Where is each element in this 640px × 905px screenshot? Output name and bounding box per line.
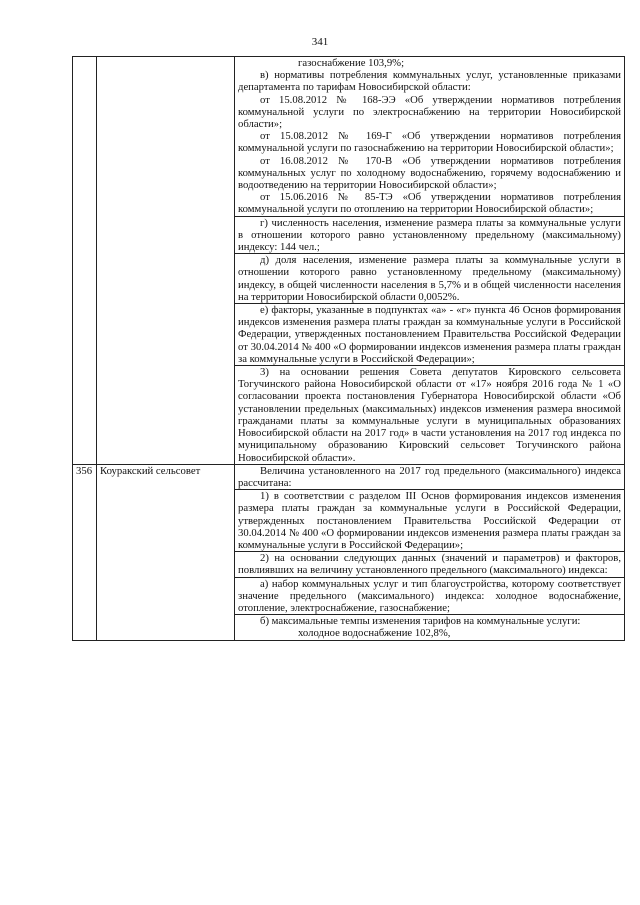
paragraph: в) нормативы потребления коммунальных услуг, установленные приказами департамента по тарифам Новосибирской области: — [238, 69, 621, 94]
paragraph: от 15.08.2012 № 168-ЭЭ «Об утверждении нормативов потребления коммунальной услуги по электроснабжению на территории Новосибирской области»; — [238, 93, 621, 131]
paragraph: е) факторы, указанные в подпунктах «а» - «г» пункта 46 Основ формирования индексов изменения размера платы граждан за коммунальные услуги в Российской Федерации, утвержденных постановлением Правительства Российской Федерации от 30.04.2014 № 400 «О формировании индексов изменения размера платы граждан за коммунальные услуги в Российской Федерации»; — [238, 304, 621, 365]
municipality-name-cell — [97, 57, 235, 465]
text-segment — [238, 465, 621, 489]
paragraph: г) численность населения, изменение размера платы за коммунальные услуги в отношении которого равно установленному предельному (максимальному) индексу: 144 чел.; — [238, 216, 621, 254]
table-row — [73, 464, 625, 640]
row-number-cell: 356 — [73, 464, 97, 640]
paragraph: б) максимальные темпы изменения тарифов на коммунальные услуги: — [260, 615, 581, 628]
page-number: 341 — [311, 36, 329, 48]
paragraph: Величина установленного на 2017 год предельного (максимального) индекса рассчитана: — [238, 464, 621, 489]
row-number-cell — [73, 57, 97, 465]
municipality-name-cell: Коуракский сельсовет — [97, 464, 235, 640]
text-segment — [235, 365, 624, 464]
paragraph: а) набор коммунальных услуг и тип благоустройства, которому соответствует значение предельного (максимального) индекса: холодное водоснабжение, отопление, электроснабжение, газоснабжение; — [238, 577, 621, 614]
text-segment — [235, 551, 624, 576]
justification-text-cell — [235, 464, 625, 640]
text-segment — [235, 614, 624, 639]
document-table-body — [73, 57, 625, 641]
paragraph: д) доля населения, изменение размера платы за коммунальные услуги в отношении которого равно установленному предельному (максимальному) индексу, в общей численности населения в 5,7% и в общей численности населения на территории Новосибирской области 0,0052%. — [238, 254, 621, 303]
paragraph: газоснабжение 103,9%; — [298, 57, 405, 69]
text-segment — [235, 253, 624, 303]
text-segment — [235, 489, 624, 551]
document-table — [72, 56, 625, 641]
paragraph: от 15.06.2016 № 85-ТЭ «Об утверждении нормативов потребления коммунальной услуги по отоплению на территории Новосибирской области»; — [238, 191, 621, 216]
paragraph: 1) в соответствии с разделом III Основ формирования индексов изменения размера платы граждан за коммунальные услуги в Российской Федерации, утвержденных постановлением Правительства Российской Федерации от 30.04.2014 № 400 «О формировании индексов изменения размера платы граждан за коммунальные услуги в Российской Федерации»; — [238, 490, 621, 551]
paragraph: 2) на основании следующих данных (значений и параметров) и факторов, повлиявших на величину установленного предельного (максимального) индекса: — [238, 552, 621, 577]
paragraph: холодное водоснабжение 102,8%, — [298, 627, 451, 640]
paragraph: 3) на основании решения Совета депутатов Кировского сельсовета Тогучинского района Новосибирской области от «17» ноября 2016 года № 1 «О согласовании проекта постановления Губернатора Новосибирской области «Об установлении предельных (максимальных) индексов изменения размера вносимой гражданами платы за коммунальные услуги в муниципальных образованиях Новосибирской области на 2017 год» в части установления на 2017 год индекса по муниципальному образованию Кировский сельсовет Тогучинского района Новосибирской области». — [238, 366, 621, 464]
paragraph: от 16.08.2012 № 170-В «Об утверждении нормативов потребления коммунальных услуг по холодному водоснабжению, горячему водоснабжению и водоотведению на территории Новосибирской области»; — [238, 154, 621, 192]
text-segment — [235, 303, 624, 365]
text-segment — [235, 577, 624, 615]
text-segment — [235, 216, 624, 254]
text-segment — [238, 57, 621, 216]
table-row — [73, 57, 625, 465]
justification-text-cell — [235, 57, 625, 465]
paragraph: от 15.08.2012 № 169-Г «Об утверждении нормативов потребления коммунальной услуги по газоснабжению на территории Новосибирской области»; — [238, 130, 621, 155]
